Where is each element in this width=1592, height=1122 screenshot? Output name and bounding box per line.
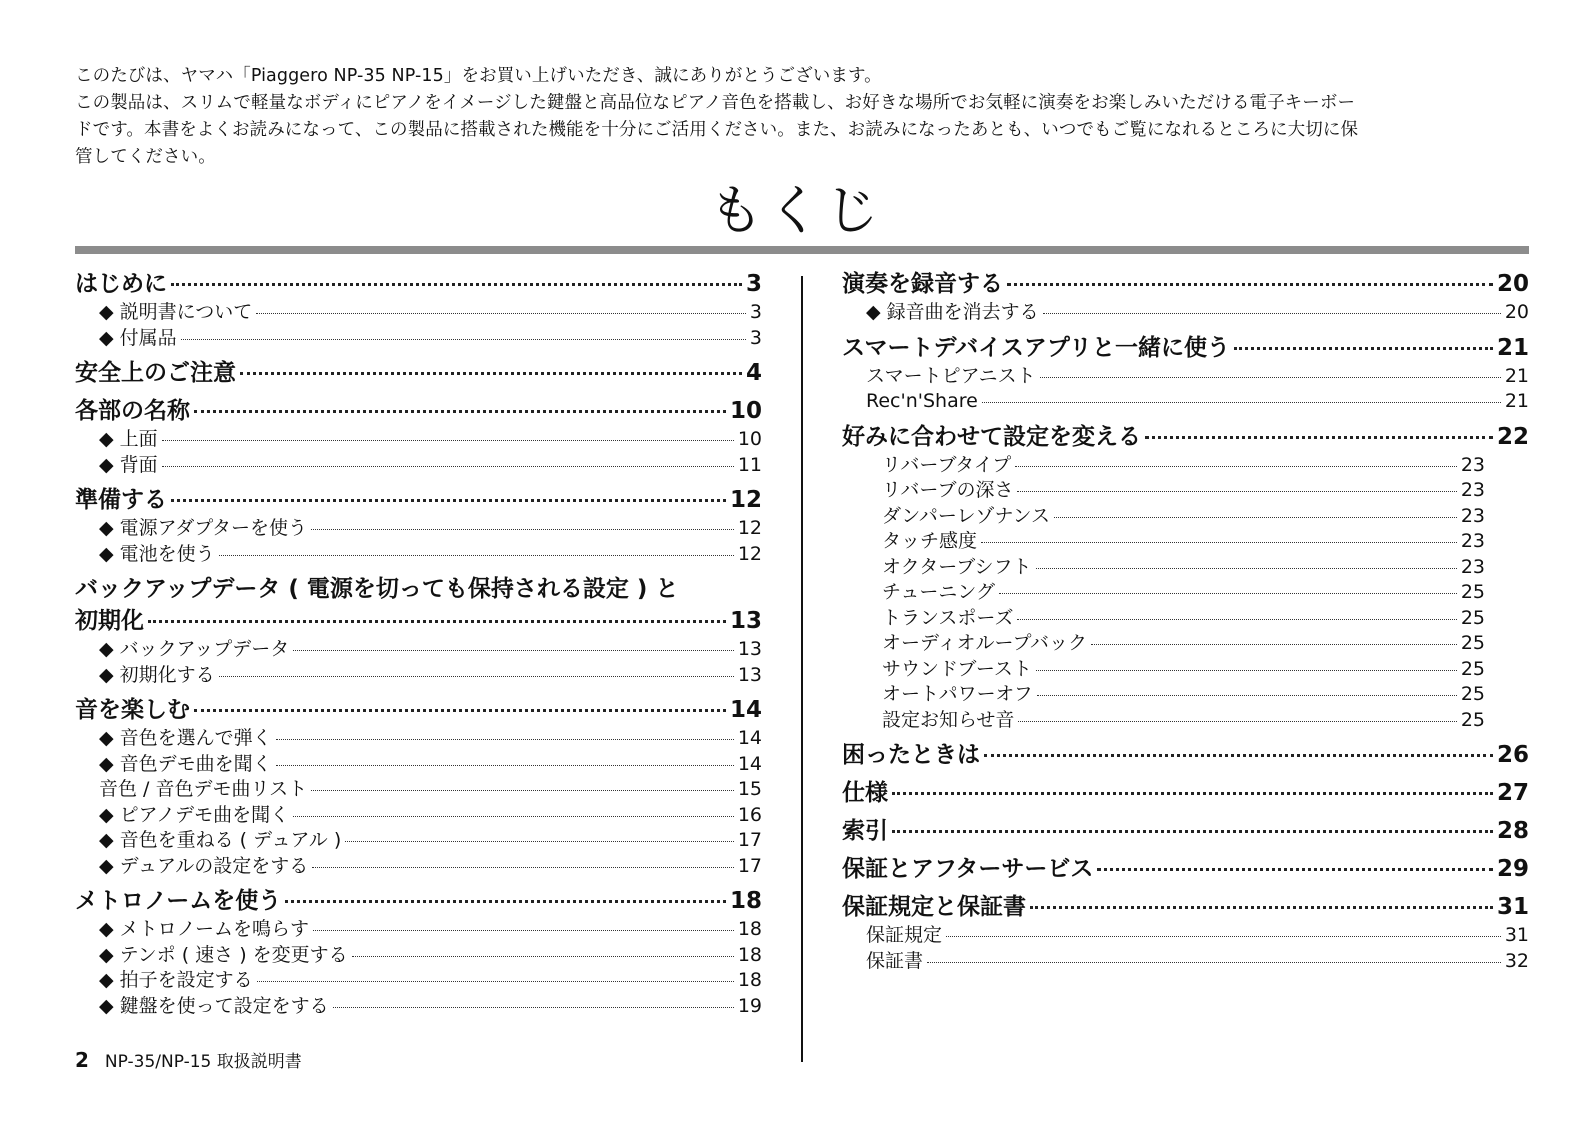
column-divider: [801, 276, 803, 1062]
toc-entry-tuning[interactable]: チューニング 25: [882, 581, 1485, 603]
toc-entry-warranty-terms[interactable]: 保証規定 31: [866, 924, 1529, 946]
toc-entry-adapter[interactable]: ◆ 電源アダプターを使う 12: [75, 516, 762, 542]
toc-entry-warranty-service[interactable]: 保証とアフターサービス 29: [842, 856, 1529, 882]
intro-line: このたびは、ヤマハ「Piaggero NP-35 NP-15」をお買い上げいただき、誠にありがとうございます。: [75, 66, 882, 86]
diamond-bullet-icon: ◆: [99, 301, 114, 323]
toc-entry-specs[interactable]: 仕様 27: [842, 780, 1529, 806]
toc-entry-kenban-settei[interactable]: ◆ 鍵盤を使って設定をする 19: [75, 994, 762, 1020]
toc-entry-recnshare[interactable]: Rec'n'Share 21: [866, 390, 1529, 412]
toc-entry-metronome[interactable]: メトロノームを使う 18: [75, 888, 762, 914]
toc-entry-backup-line1[interactable]: バックアップデータ ( 電源を切っても保持される設定 ) と: [75, 576, 679, 602]
toc-entry-reverb-depth[interactable]: リバーブの深さ 23: [882, 479, 1485, 501]
toc-entry-kakubu[interactable]: 各部の名称 10: [75, 398, 762, 424]
diamond-bullet-icon: ◆: [99, 752, 114, 775]
intro-line: この製品は、スリムで軽量なボディにピアノをイメージした鍵盤と高品位なピアノ音色を搭載し、お好きな場所でお気軽に演奏をお楽しみいただける電子キーボー: [75, 93, 1356, 113]
toc-entry-index[interactable]: 索引 28: [842, 818, 1529, 844]
toc-entry-warranty-card[interactable]: 保証書 32: [866, 949, 1529, 972]
toc-entry-octave[interactable]: オクターブシフト 23: [882, 555, 1485, 578]
diamond-bullet-icon: ◆: [99, 663, 114, 686]
title-rule: [75, 246, 1529, 254]
toc-entry-onshoku-erabu[interactable]: ◆ 音色を選んで弾く 14: [75, 726, 762, 752]
toc-entry-dual-settei[interactable]: ◆ デュアルの設定をする 17: [75, 854, 762, 880]
toc-entry-tempo[interactable]: ◆ テンポ ( 速さ ) を変更する 18: [75, 943, 762, 969]
page-number: 2: [75, 1048, 89, 1072]
toc-entry-hyoshi[interactable]: ◆ 拍子を設定する 18: [75, 968, 762, 994]
toc-entry-denchi[interactable]: ◆ 電池を使う 12: [75, 542, 762, 568]
intro-text: [75, 63, 1515, 171]
toc-entry-damper[interactable]: ダンパーレゾナンス 23: [882, 504, 1485, 527]
diamond-bullet-icon: ◆: [99, 969, 114, 991]
toc-entry-troubleshooting[interactable]: 困ったときは 26: [842, 742, 1529, 768]
diamond-bullet-icon: ◆: [99, 918, 114, 940]
toc-entry-metronome-narasu[interactable]: ◆ メトロノームを鳴らす 18: [75, 917, 762, 943]
diamond-bullet-icon: ◆: [99, 542, 114, 565]
toc-entry-backup-data[interactable]: ◆ バックアップデータ 13: [75, 637, 762, 663]
diamond-bullet-icon: ◆: [99, 638, 114, 660]
toc-entry-sound-boost[interactable]: サウンドブースト 25: [882, 657, 1485, 680]
diamond-bullet-icon: ◆: [99, 727, 114, 749]
toc-entry-rokuon-shokyo[interactable]: ◆ 録音曲を消去する 20: [842, 300, 1529, 326]
toc-entry-onshoku-demo[interactable]: ◆ 音色デモ曲を聞く 14: [75, 752, 762, 778]
toc-entry-warranty[interactable]: 保証規定と保証書 31: [842, 894, 1529, 920]
intro-line: ドです。本書をよくお読みになって、この製品に搭載された機能を十分にご活用ください。また、お読みになったあとも、いつでもご覧になれるところに大切に保: [75, 120, 1359, 140]
diamond-bullet-icon: ◆: [99, 803, 114, 826]
intro-line: 管してください。: [75, 147, 216, 167]
toc-entry-touch[interactable]: タッチ感度 23: [882, 530, 1485, 552]
toc-entry-oto[interactable]: 音を楽しむ 14: [75, 697, 762, 723]
toc-entry-rokuon[interactable]: 演奏を録音する 20: [842, 271, 1529, 297]
toc-entry-notification-sound[interactable]: 設定お知らせ音 25: [882, 708, 1485, 731]
diamond-bullet-icon: ◆: [99, 854, 114, 877]
diamond-bullet-icon: ◆: [99, 943, 114, 966]
toc-entry-shokika[interactable]: ◆ 初期化する 13: [75, 663, 762, 689]
diamond-bullet-icon: ◆: [99, 994, 114, 1017]
toc-entry-fuzokuhin[interactable]: ◆ 付属品 3: [75, 326, 762, 352]
diamond-bullet-icon: ◆: [99, 453, 114, 476]
toc-entry-backup-line2[interactable]: 初期化 13: [75, 608, 762, 634]
toc-entry-haimen[interactable]: ◆ 背面 11: [75, 453, 762, 479]
toc-entry-piano-demo[interactable]: ◆ ピアノデモ曲を聞く 16: [75, 803, 762, 829]
toc-entry-reverb-type[interactable]: リバーブタイプ 23: [882, 453, 1485, 476]
diamond-bullet-icon: ◆: [99, 326, 114, 349]
toc-entry-onshoku-list[interactable]: 音色 / 音色デモ曲リスト 15: [99, 778, 762, 800]
toc-entry-smart-pianist[interactable]: スマートピアニスト 21: [866, 364, 1529, 387]
toc-entry-konomi[interactable]: 好みに合わせて設定を変える 22: [842, 423, 1529, 450]
toc-entry-junbi[interactable]: 準備する 12: [75, 487, 762, 513]
diamond-bullet-icon: ◆: [99, 517, 114, 539]
toc-entry-hajimeni[interactable]: はじめに 3: [75, 271, 762, 297]
diamond-bullet-icon: ◆: [99, 829, 114, 851]
toc-entry-dual[interactable]: ◆ 音色を重ねる ( デュアル ) 17: [75, 828, 762, 854]
toc-entry-smart-device[interactable]: スマートデバイスアプリと一緒に使う 21: [842, 334, 1529, 361]
diamond-bullet-icon: ◆: [866, 301, 881, 323]
manual-title: NP-35/NP-15 取扱説明書: [104, 1052, 302, 1072]
toc-right-column: [842, 268, 1529, 974]
toc-entry-setsumeisho[interactable]: ◆ 説明書について 3: [75, 300, 762, 326]
toc-entry-jomen[interactable]: ◆ 上面 10: [75, 427, 762, 453]
diamond-bullet-icon: ◆: [99, 428, 114, 450]
page-footer: [75, 1048, 302, 1074]
toc-entry-anzen[interactable]: 安全上のご注意 4: [75, 360, 762, 386]
toc-left-column: [75, 268, 762, 1019]
toc-entry-transpose[interactable]: トランスポーズ 25: [882, 606, 1485, 629]
toc-entry-audio-loopback[interactable]: オーディオループバック 25: [882, 632, 1485, 654]
page-title: もくじ: [709, 179, 883, 242]
toc-entry-auto-power-off[interactable]: オートパワーオフ 25: [882, 683, 1485, 705]
